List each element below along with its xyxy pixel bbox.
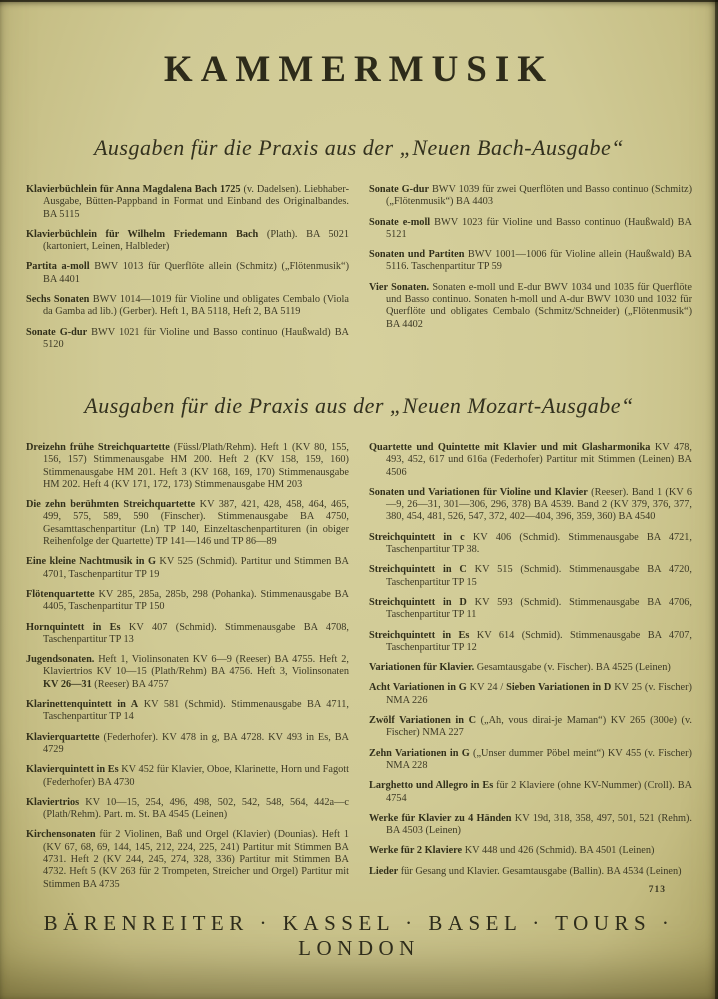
item-text: KV 448 und 426 (Schmid). BA 4501 (Leinen) [462,845,655,857]
item-text: KV 515 (Schmid). Stimmenausgabe BA 4720, Taschenpartitur TP 15 [386,564,692,588]
item-title: Klaviertrios [26,796,80,808]
catalog-item [369,630,692,655]
catalog-item [26,261,349,286]
item-text: BWV 1039 für zwei Querflöten und Basso continuo (Schmitz) („Flötenmusik“) BA 4403 [386,184,692,208]
bach-column-right [369,184,692,363]
item-text: BWV 1014—1019 für Violine und obligates Cembalo (Viola da Gamba ad lib.) (Gerber). Heft 1, BA 5118, Heft 2, BA 5119 [43,294,349,318]
catalog-item [26,327,349,352]
catalog-item [26,499,349,548]
item-title: Quartette und Quintette mit Klavier und mit Glasharmonika [369,442,651,453]
item-title: Klarinettenquintett in A [26,699,139,711]
item-text: („Ah, vous dirai-je Maman“) KV 265 (300e) (v. Fischer) NMA 227 [386,715,693,739]
catalog-item [369,715,692,740]
item-title: Vier Sonaten. [369,281,430,293]
catalog-item [26,589,349,614]
item-title: Streichquintett in Es [369,629,470,641]
section-heading-mozart: Ausgaben für die Praxis aus der „Neuen Mozart-Ausgabe“ [84,393,634,418]
item-text: (Federhofer). KV 478 in g, BA 4728. KV 493 in Es, BA 4729 [43,731,349,755]
catalog-item [369,184,692,209]
catalog-item [26,184,349,221]
mozart-columns [0,442,718,899]
item-text: KV 525 (Schmid). Partitur und Stimmen BA 4701, Taschenpartitur TP 19 [43,556,349,580]
catalog-item [26,699,349,724]
catalog-item [369,597,692,622]
item-title: Sonate G-dur [369,184,430,195]
catalog-item [369,866,692,878]
item-title: Partita a-moll [26,261,90,273]
item-text: KV 387, 421, 428, 458, 464, 465, 499, 575, 589, 590 (Finscher). Stimmenausgabe BA 4750, Gesamttaschenpartitur (Ln) TP 140, Einzeltaschenpartituren (in obiger Reihenfolge der Quartette) TP 141—146 und TP 86—89 [43,499,349,548]
catalog-item [26,442,349,491]
catalog-item [26,732,349,757]
item-title: Kirchensonaten [26,829,96,841]
item-text: (Reeser). Band 1 (KV 6—9, 26—31, 301—306, 296, 378) BA 4539. Band 2 (KV 379, 376, 377, 380, 454, 481, 526, 547, 372, 402—404, 396, 359, 360) BA 4540 [386,486,692,523]
catalog-item [26,556,349,581]
item-title: Zehn Variationen in G [369,747,470,759]
item-text: KV 593 (Schmid). Stimmenausgabe BA 4706, Taschenpartitur TP 11 [386,596,692,621]
item-text: BWV 1023 für Violine und Basso continuo (Haußwald) BA 5121 [386,216,692,240]
catalog-item [369,564,692,589]
item-title: Klavierbüchlein für Wilhelm Friedemann Bach [26,228,259,240]
item-title: Werke für 2 Klaviere [369,845,463,857]
item-title: Sonaten und Partiten [369,249,465,261]
item-title: Jugendsonaten. [26,654,95,666]
catalog-item [369,442,692,479]
item-title: Sonaten und Variationen für Violine und Klavier [369,486,588,498]
item-title: Streichquintett in c [369,531,465,543]
catalog-item [369,249,692,274]
catalog-item [369,748,692,773]
catalog-item [369,217,692,242]
catalog-item [369,780,692,805]
catalog-item [369,487,692,524]
item-title: Hornquintett in Es [26,621,121,633]
item-text: KV 581 (Schmid). Stimmenausgabe BA 4711, Taschenpartitur TP 14 [43,699,349,723]
item-title: Streichquintett in D [369,596,467,608]
item-title: Zwölf Variationen in C [369,715,477,727]
item-text: KV 478, 493, 452, 617 und 616a (Federhofer) Partitur mit Stimmen (Leinen) BA 4506 [386,442,692,478]
item-text: (Plath). BA 5021 (kartoniert, Leinen, Halbleder) [43,228,349,253]
bach-column-left [26,184,349,363]
catalog-item [26,829,349,890]
item-text: (Reeser) BA 4757 [91,678,169,690]
item-text: KV 614 (Schmid). Stimmenausgabe BA 4707, Taschenpartitur TP 12 [386,629,692,653]
item-text: für 2 Klaviere (ohne KV-Nummer) (Croll). BA 4754 [386,780,692,804]
catalog-item [26,797,349,822]
item-text: Gesamtausgabe (v. Fischer). BA 4525 (Leinen) [474,662,671,674]
item-text: BWV 1013 für Querflöte allein (Schmitz) („Flötenmusik“) BA 4401 [43,261,349,285]
item-title: Werke für Klavier zu 4 Händen [369,812,512,824]
catalog-item [26,622,349,647]
item-text: KV 19d, 318, 358, 497, 501, 521 (Rehm). BA 4503 (Leinen) [386,812,692,837]
item-text: KV 406 (Schmid). Stimmenausgabe BA 4721, Taschenpartitur TP 38. [386,531,692,556]
item-title: Lieder [369,865,399,877]
item-title: Larghetto und Allegro in Es [369,780,494,792]
item-title: Sonate G-dur [26,326,88,338]
item-text: KV 452 für Klavier, Oboe, Klarinette, Horn und Fagott (Federhofer) BA 4730 [43,764,349,788]
item-title: Klavierquartette [26,731,100,743]
item-title: Die zehn berühmten Streichquartette [26,499,196,511]
item-title: Sechs Sonaten [26,294,90,306]
item-text: („Unser dummer Pöbel meint“) KV 455 (v. Fischer) NMA 228 [386,747,692,771]
item-text: für 2 Violinen, Baß und Orgel (Klavier) (Dounias). Heft 1 (KV 67, 68, 69, 144, 145, 212, 224, 225, 241) Partitur mit Stimmen BA 4731. Heft 2 (KV 244, 245, 274, 328, 336) Partitur mit Stimmen BA 4732. Heft 5 (KV 263 für 2 Trompeten, Streicher und Orgel) Partitur mit Stimmen BA 4735 [43,829,349,890]
catalog-item [26,294,349,319]
item-text: BWV 1021 für Violine und Basso continuo (Haußwald) BA 5120 [43,326,349,350]
catalog-item [26,229,349,254]
bach-columns [0,184,718,363]
catalog-item [26,764,349,789]
item-title: Eine kleine Nachtmusik in G [26,556,156,568]
item-text: Heft 1, Violinsonaten KV 6—9 (Reeser) BA 4755. Heft 2, Klaviertrios KV 10—15 (Plath/Rehm) BA 4756. Heft 3, Violinsonaten [43,654,349,678]
catalog-item [369,813,692,838]
item-title: Variationen für Klavier. [369,662,475,674]
item-title: Dreizehn frühe Streichquartette [26,442,170,453]
item-text: KV 285, 285a, 285b, 298 (Pohanka). Stimmenausgabe BA 4405, Taschenpartitur TP 150 [43,588,349,613]
item-title: Streichquintett in C [369,564,467,576]
item-text: KV 25 (v. Fischer) NMA 226 [386,682,692,706]
item-text: für Gesang und Klavier. Gesamtausgabe (Ballin). BA 4534 (Leinen) [398,865,682,877]
catalog-item [26,654,349,691]
page-title: KAMMERMUSIK [163,49,555,90]
item-text: KV 407 (Schmid). Stimmenausgabe BA 4708, Taschenpartitur TP 13 [43,621,349,645]
item-title: Klavierbüchlein für Anna Magdalena Bach 1725 [26,184,241,195]
catalog-item [369,532,692,557]
item-text: Sonaten e-moll und E-dur BWV 1034 und 1035 für Querflöte und Basso continuo. Sonaten h-moll und A-dur BWV 1030 und 1032 für Querflöte und obligates Cembalo (Schmitz/Schneider) („Flötenmusik“) BA 4402 [386,281,692,330]
item-title: Sieben Variationen in D [506,682,612,694]
mozart-column-right [369,442,692,899]
item-text: (v. Dadelsen). Liebhaber-Ausgabe, Bütten-Pappband in Format und Einband des Originalbandes. BA 5115 [43,184,349,220]
item-text: BWV 1001—1006 für Violine allein (Haußwald) BA 5116. Taschenpartitur TP 59 [386,249,692,273]
catalog-item [369,682,692,707]
item-text: KV 10—15, 254, 496, 498, 502, 542, 548, 564, 442a—c (Plath/Rehm). Part. m. St. BA 4545 (Leinen) [43,796,349,821]
catalog-item [369,282,692,331]
item-text: KV 24 / [466,682,507,694]
catalog-item [369,662,692,674]
item-title: KV 26—31 [43,678,92,690]
item-title: Acht Variationen in G [369,682,467,694]
section-heading-bach: Ausgaben für die Praxis aus der „Neuen Bach-Ausgabe“ [93,135,625,160]
item-title: Sonate e-moll [369,216,431,228]
mozart-column-left [26,442,349,899]
item-text: (Füssl/Plath/Rehm). Heft 1 (KV 80, 155, 156, 157) Stimmenausgabe HM 200. Heft 2 (KV 158, 159, 160) Stimmenausgabe HM 201. Heft 3 (KV 168, 169, 170) Stimmenausgabe HM 202. Heft 4 (KV 171, 172, 173) Stimmenausgabe HM 203 [43,442,350,490]
page-number: 713 [648,885,666,895]
item-title: Flötenquartette [26,588,95,600]
publisher-imprint: BÄRENREITER · KASSEL · BASEL · TOURS · LONDON [43,911,675,960]
item-title: Klavierquintett in Es [26,764,119,776]
catalog-item [369,845,692,857]
